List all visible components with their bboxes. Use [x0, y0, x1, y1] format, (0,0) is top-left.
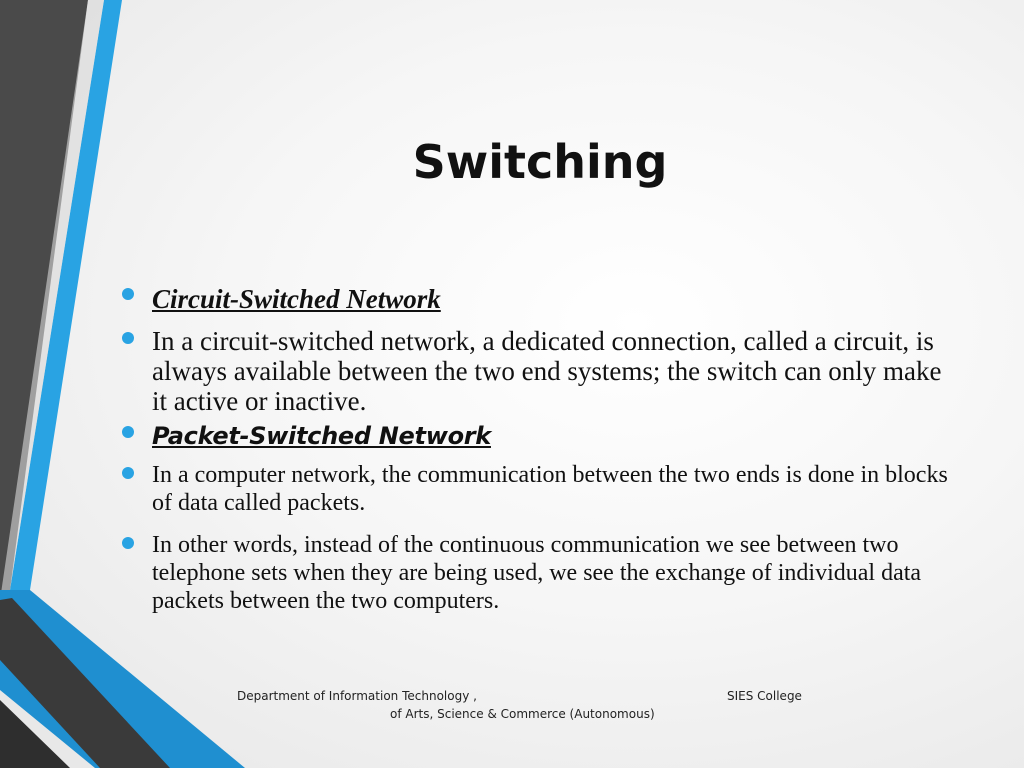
footer-department: Department of Information Technology , [237, 689, 477, 703]
bullet-list [118, 282, 948, 615]
list-item [118, 420, 948, 453]
bullet-dot-icon [122, 288, 134, 300]
slide-title: Switching [412, 135, 668, 189]
list-item [118, 282, 948, 316]
bullet-dot-icon [122, 332, 134, 344]
footer-college-full-name: of Arts, Science & Commerce (Autonomous) [390, 707, 655, 721]
bullet-dot-icon [122, 467, 134, 479]
bullet-dot-icon [122, 537, 134, 549]
circuit-switched-heading: Circuit-Switched Network [152, 284, 441, 314]
list-item [118, 326, 948, 416]
packet-exchange-description: In other words, instead of the continuous communication we see between two telephone sets when they are being used, we see the exchange of individual data packets between the two computers. [152, 532, 922, 614]
circuit-switched-description: In a circuit-switched network, a dedicated connection, called a circuit, is always available between the two end systems; the switch can only make it active or inactive. [152, 326, 942, 416]
packet-switched-heading: Packet-Switched Network [152, 422, 491, 450]
list-item [118, 531, 948, 615]
bullet-dot-icon [122, 426, 134, 438]
packet-switched-description: In a computer network, the communication between the two ends is done in blocks of data called packets. [152, 462, 948, 516]
list-item [118, 461, 948, 517]
footer-college: SIES College [727, 689, 802, 703]
